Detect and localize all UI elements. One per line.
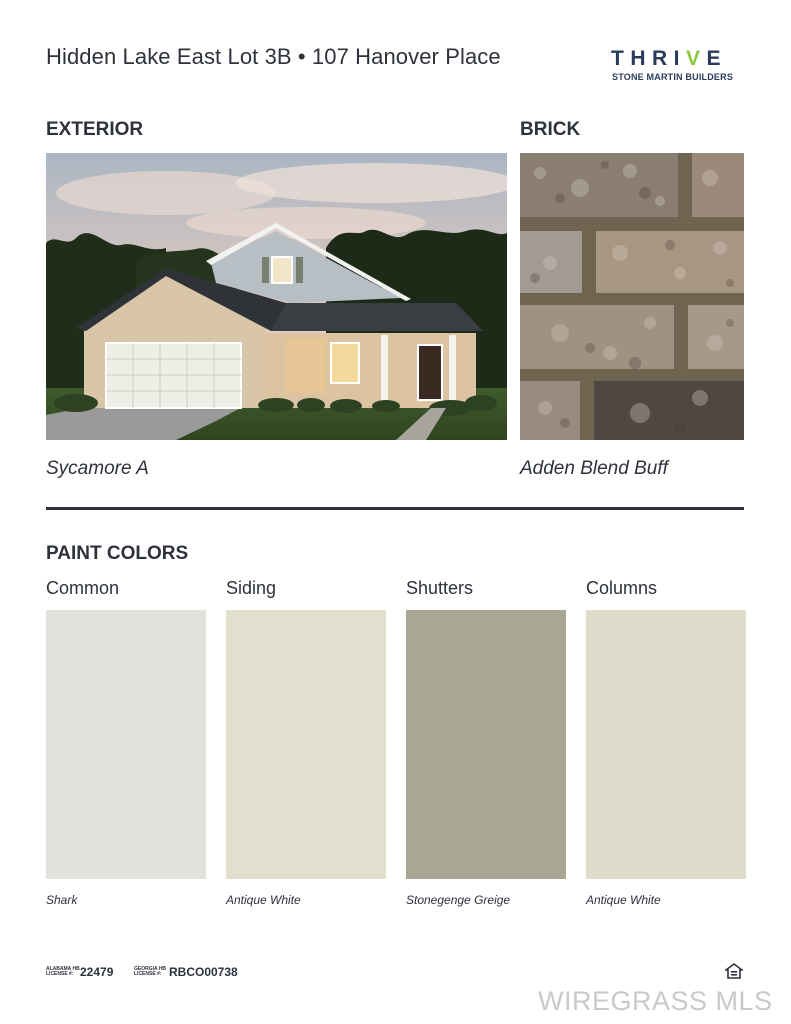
exterior-caption: Sycamore A — [46, 458, 149, 479]
exterior-house-image — [46, 153, 507, 440]
wiregrass-mls-watermark: WIREGRASS MLS — [538, 986, 773, 1016]
paint-swatch-siding — [226, 610, 386, 879]
paint-label-shutters: Shutters — [406, 578, 474, 598]
alabama-license: ALABAMA HB LICENSE #: — [46, 966, 80, 977]
georgia-license: GEORGIA HB LICENSE #: — [134, 966, 167, 977]
brick-sample-image — [520, 153, 744, 440]
paint-label-siding: Siding — [226, 578, 277, 598]
paint-name-common: Shark — [46, 893, 78, 907]
paint-colors-heading: PAINT COLORS — [46, 543, 189, 564]
thrive-logo — [611, 48, 747, 88]
logo-wordmark: THRIVE — [611, 47, 728, 70]
paint-name-siding: Antique White — [226, 893, 301, 907]
alabama-license-number: 22479 — [80, 965, 114, 979]
paint-swatch-common — [46, 610, 206, 879]
logo-subtitle: STONE MARTIN BUILDERS — [612, 72, 734, 82]
georgia-license-number: RBCO00738 — [169, 965, 238, 979]
brick-caption: Adden Blend Buff — [520, 458, 668, 479]
paint-swatch-columns — [586, 610, 746, 879]
equal-housing-opportunity-icon — [725, 963, 743, 979]
page-title: Hidden Lake East Lot 3B • 107 Hanover Place — [46, 44, 501, 69]
paint-name-shutters: Stonegenge Greige — [406, 893, 511, 907]
paint-label-common: Common — [46, 578, 120, 598]
section-divider — [46, 507, 744, 510]
paint-label-columns: Columns — [586, 578, 658, 598]
paint-swatch-shutters — [406, 610, 566, 879]
brick-heading: BRICK — [520, 119, 581, 140]
exterior-heading: EXTERIOR — [46, 119, 144, 140]
paint-name-columns: Antique White — [586, 893, 661, 907]
